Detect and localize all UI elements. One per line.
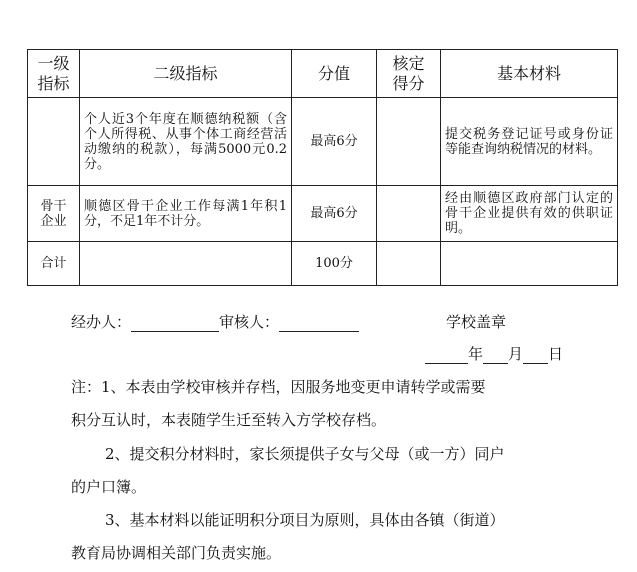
table-header-row <box>28 50 618 98</box>
table-row <box>28 98 618 186</box>
table-row <box>28 186 618 242</box>
row2-material: 经由顺德区政府部门认定的骨干企业提供有效的供职证明。 <box>441 186 618 242</box>
note-3-line-2: 教育局协调相关部门负责实施。 <box>71 544 282 562</box>
handler-label: 经办人： <box>71 313 132 331</box>
row1-score: 最高6分 <box>292 98 377 186</box>
row2-score: 最高6分 <box>292 186 377 242</box>
signature-row <box>71 312 359 332</box>
note-2-line-1: 2、提交积分材料时，家长须提供子女与父母（或一方）同户 <box>105 445 505 463</box>
header-level1-line1: 一级 <box>37 53 70 73</box>
year-blank[interactable] <box>425 347 468 364</box>
total-score: 100分 <box>292 242 377 286</box>
header-verified-line1: 核定 <box>392 53 425 73</box>
note-1-line-1: 注：1、本表由学校审核并存档，因服务地变更申请转学或需要 <box>71 378 486 396</box>
row2-level1 <box>28 186 80 242</box>
table-row-total <box>28 242 618 286</box>
header-material: 基本材料 <box>441 50 618 98</box>
total-label: 合计 <box>28 242 80 286</box>
note-3-line-1: 3、基本材料以能证明积分项目为原则，具体由各镇（街道） <box>105 511 505 529</box>
row2-verified <box>377 186 441 242</box>
row1-level2: 个人近3个年度在顺德纳税额（含个人所得税、从事个体工商经营活动缴纳的税款），每满5000元0.2分。 <box>80 98 292 186</box>
row2-level1-line1: 骨干 <box>40 198 67 214</box>
day-label: 日 <box>548 345 564 363</box>
reviewer-label: 审核人： <box>219 313 280 331</box>
date-row <box>425 344 563 364</box>
total-verified <box>377 242 441 286</box>
row2-level2: 顺德区骨干企业工作每满1年积1分，不足1年不计分。 <box>80 186 292 242</box>
row1-verified <box>377 98 441 186</box>
row1-level1 <box>28 98 80 186</box>
header-level2: 二级指标 <box>80 50 292 98</box>
day-blank[interactable] <box>523 347 548 364</box>
total-level2 <box>80 242 292 286</box>
year-label: 年 <box>468 345 484 363</box>
month-blank[interactable] <box>483 347 508 364</box>
points-table <box>27 49 618 286</box>
month-label: 月 <box>508 345 524 363</box>
total-material <box>441 242 618 286</box>
header-level1-line2: 指标 <box>37 73 70 93</box>
header-level1 <box>28 50 80 98</box>
row1-material: 提交税务登记证号或身份证等能查询纳税情况的材料。 <box>441 98 618 186</box>
note-1-line-2: 积分互认时，本表随学生迁至转入方学校存档。 <box>71 411 387 429</box>
reviewer-blank[interactable] <box>279 315 359 332</box>
handler-blank[interactable] <box>131 315 219 332</box>
stamp-label: 学校盖章 <box>446 313 507 331</box>
row2-level1-line2: 企业 <box>40 213 67 229</box>
header-score: 分值 <box>292 50 377 98</box>
header-verified <box>377 50 441 98</box>
note-2-line-2: 的户口簿。 <box>71 478 147 496</box>
header-verified-line2: 得分 <box>392 73 425 93</box>
